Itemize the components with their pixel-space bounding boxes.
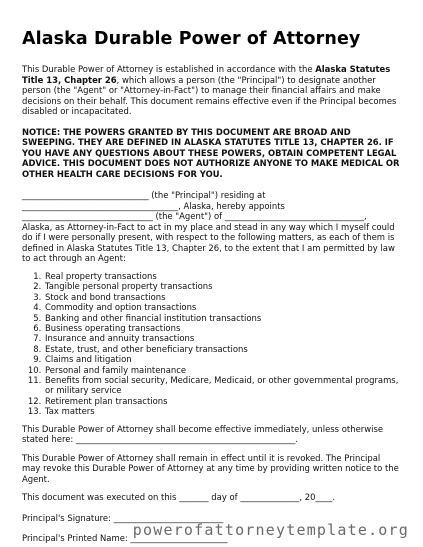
list-item: 8. Estate, trust, and other beneficiary transactions — [44, 344, 401, 354]
principal-line: ______________________________ (the "Principal") residing at — [22, 190, 266, 201]
watermark-url: powerofattorneytemplate.org — [132, 521, 409, 539]
appointment-body: Alaska, as Attorney-in-Fact to act in my place and stead in any way which I myself could do if I were personally present, with respect to the following matters, as each of them is defined in Alaska Statutes Title 13, Chapter 26, to the extent that I am permitted by law to act through an Agent: — [22, 221, 395, 264]
revocation-paragraph: This Durable Power of Attorney shall remain in effect until it is revoked. The Principal may revoke this Durable Power of Attorney at any time by providing written notice to the Agent. — [22, 452, 399, 484]
execution-line: This document was executed on this _______ day of ______________, 20____. — [22, 492, 336, 503]
list-item: 9. Claims and litigation — [44, 354, 401, 364]
list-item: 12. Retirement plan transactions — [44, 396, 401, 406]
intro-text-end: , which allows a person (the "Principal") to designate another person (the "Agent" or "Attorney-in-Fact") to manage their financial affairs and make decisions on their behalf. This document remains effective even if the Principal becomes disabled or incapacitated. — [22, 74, 397, 116]
document-title: Alaska Durable Power of Attorney — [22, 29, 361, 49]
agent-line: _______________________________ (the "Agent") of _________________________________, — [22, 211, 367, 222]
list-item: 10. Personal and family maintenance — [44, 365, 401, 375]
list-item: 4. Commodity and option transactions — [44, 302, 401, 312]
effective-paragraph: This Durable Power of Attorney shall become effective immediately, unless otherwise stated here: ____________________________________________________. — [22, 423, 384, 445]
list-item: 3. Stock and bond transactions — [44, 292, 401, 302]
intro-paragraph — [22, 64, 401, 117]
list-item: 1. Real property transactions — [44, 271, 401, 281]
notice-paragraph: NOTICE: THE POWERS GRANTED BY THIS DOCUMENT ARE BROAD AND SWEEPING. THEY ARE DEFINED IN ALASKA STATUTES TITLE 13, CHAPTER 26. IF YOU HAVE ANY QUESTIONS ABOUT THESE POWERS, OBTAIN COMPETENT LEGAL ADVICE. THIS DOCUMENT DOES NOT AUTHORIZE ANYONE TO MAKE MEDICAL OR OTHER HEALTH CARE DECISIONS FOR YOU. — [22, 126, 400, 179]
signature-line: Principal's Signature: __________________________ — [22, 512, 224, 523]
matters-list — [22, 271, 401, 417]
list-item: 11. Benefits from social security, Medicare, Medicaid, or other governmental programs, or military service — [44, 375, 401, 396]
list-item: 2. Tangible personal property transactions — [44, 281, 401, 291]
list-item: 13. Tax matters — [44, 406, 401, 416]
appointment-section — [22, 190, 401, 264]
list-item: 5. Banking and other financial institution transactions — [44, 313, 401, 323]
printed-name-line: Principal's Printed Name: _______________________ — [22, 533, 228, 544]
intro-text-start: This Durable Power of Attorney is established in accordance with the — [22, 64, 316, 74]
list-item: 7. Insurance and annuity transactions — [44, 333, 401, 343]
statute-reference: Alaska Statutes Title 13, Chapter 26 — [22, 64, 391, 85]
list-item: 6. Business operating transactions — [44, 323, 401, 333]
residence-line: _____________________________________, Alaska, hereby appoints — [22, 200, 285, 211]
